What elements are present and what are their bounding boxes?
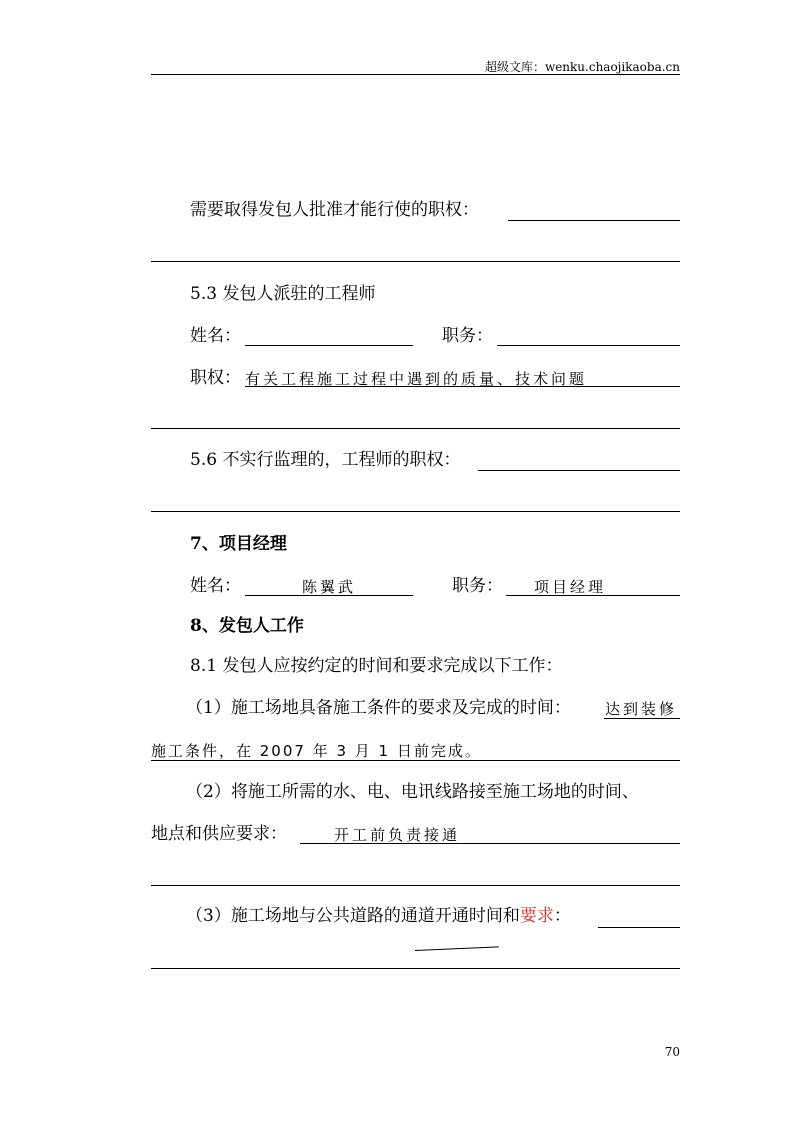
section-5-3: 5.3 发包人派驻的工程师 [190,284,376,304]
blank-line[interactable] [151,428,680,429]
section-5-6: 5.6 不实行监理的，工程师的职权： [190,450,461,470]
item-2-text-b: 地点和供应要求： [151,824,287,844]
item-3-text [186,906,571,926]
pm-title-value: 项目经理 [534,578,607,596]
item-1-value-a: 达到装修 [605,700,678,718]
item-1-field-cont[interactable] [151,760,680,761]
pm-name-value: 陈翼武 [302,578,357,596]
blank-line[interactable] [478,470,680,471]
item-2-text-a: （2）将施工所需的水、电、电讯线路接至施工场地的时间、 [186,782,639,802]
item-2-field[interactable] [300,843,680,844]
blank-line[interactable] [151,885,680,886]
pm-name-label: 姓名： [190,576,241,596]
page-number: 70 [664,1045,680,1059]
blank-line[interactable] [508,220,680,221]
section-8-1: 8.1 发包人应按约定的时间和要求完成以下工作： [190,656,563,676]
blank-line[interactable] [151,261,680,262]
item-3-field[interactable] [598,927,680,928]
item-3-colon: ： [553,906,571,926]
header-site: 超级文库：wenku.chaojikaoba.cn [484,60,680,74]
pm-name-field[interactable] [245,595,413,596]
item-1-value-b: 施工条件，在 2007 年 3 月 1 日前完成。 [151,742,482,760]
stray-line [415,946,499,951]
authority-field[interactable] [245,386,680,387]
approval-authority-label: 需要取得发包人批准才能行使的职权： [190,200,479,220]
item-3-label: （3）施工场地与公共道路的通道开通时间和 [186,906,520,926]
pm-title-label: 职务： [452,576,503,596]
section-7-heading: 7、项目经理 [190,534,287,554]
name-field[interactable] [245,345,413,346]
item-2-value: 开工前负责接通 [334,826,461,844]
header-rule [151,74,680,75]
item-1-text: （1）施工场地具备施工条件的要求及完成的时间： [186,698,571,718]
section-8-heading: 8、发包人工作 [190,616,304,636]
blank-line[interactable] [151,511,680,512]
authority-label: 职权： [190,368,241,388]
item-3-red-text: 要求 [519,906,554,926]
authority-value: 有关工程施工过程中遇到的质量、技术问题 [245,370,588,388]
title-field[interactable] [497,345,680,346]
blank-line[interactable] [151,968,680,969]
pm-title-field[interactable] [506,595,680,596]
title-label: 职务： [442,326,493,346]
item-1-field[interactable] [604,718,680,719]
name-label: 姓名： [190,326,241,346]
